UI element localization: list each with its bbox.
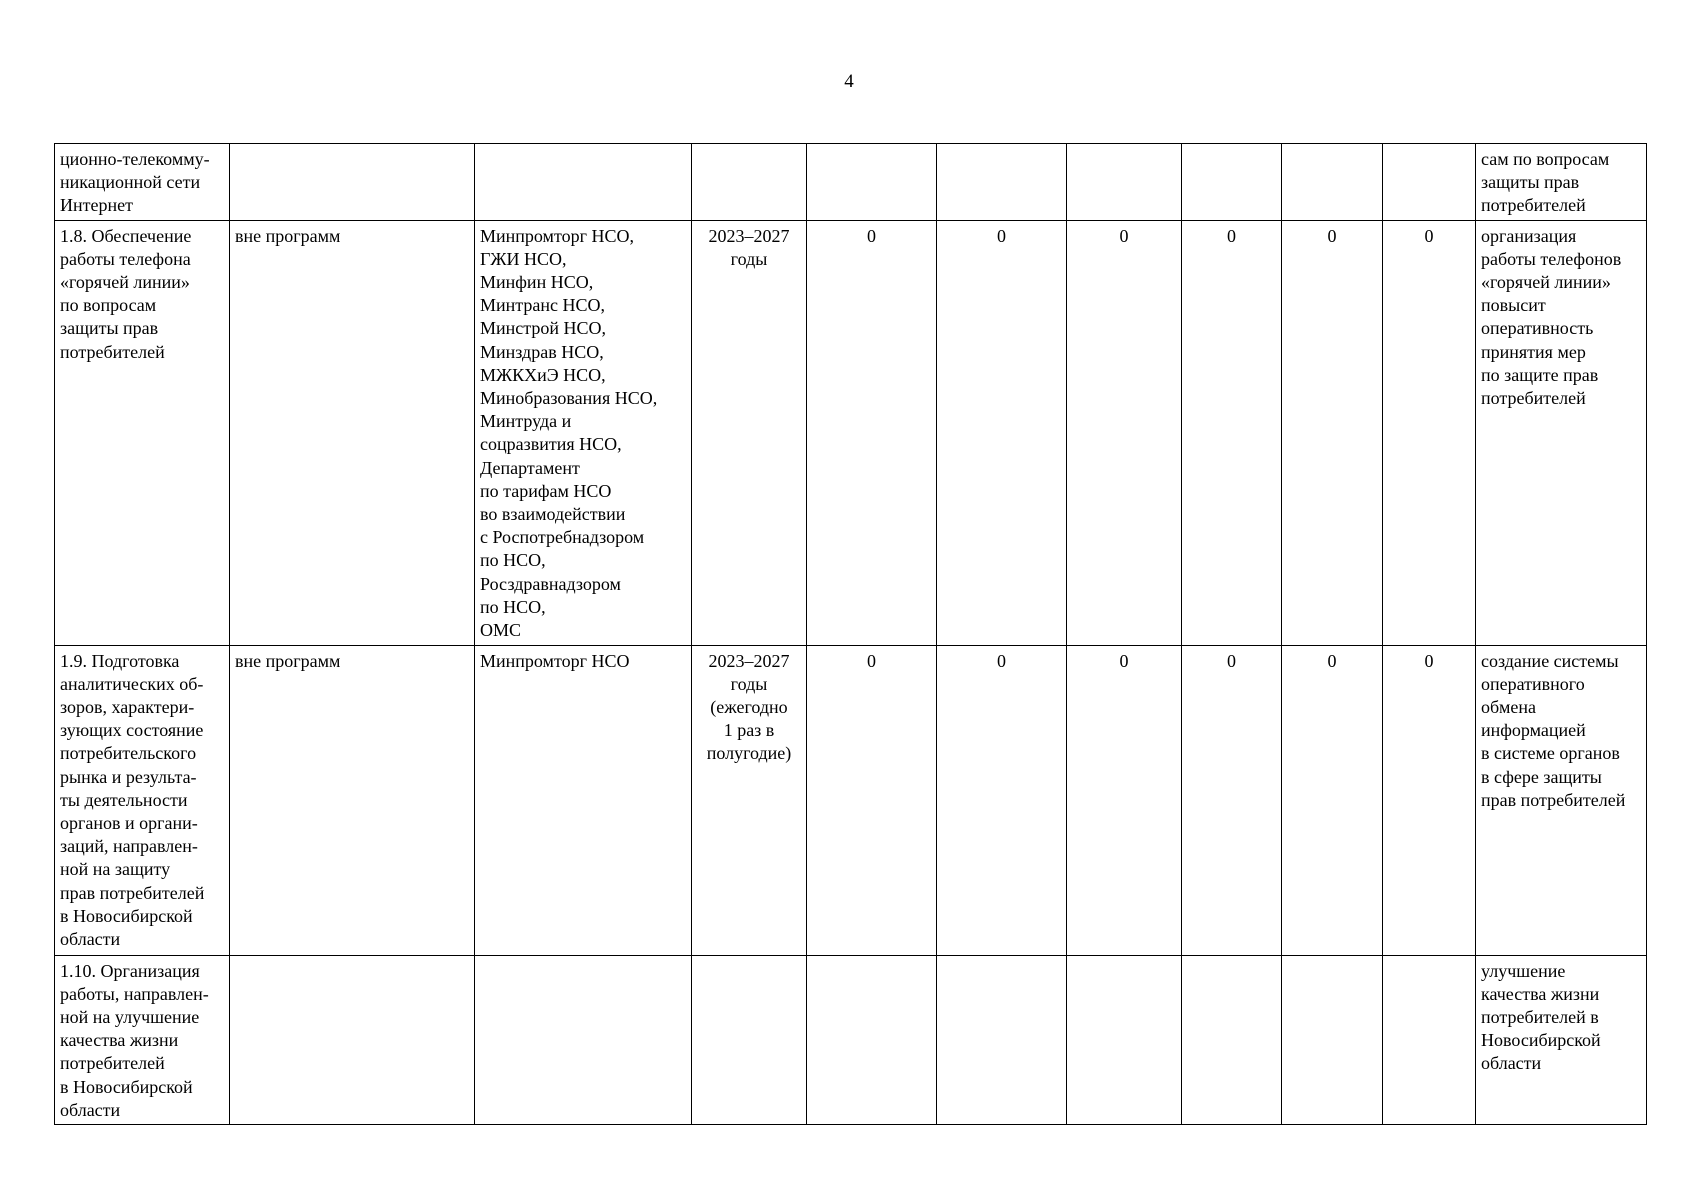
funding-source-cell: [230, 955, 475, 1124]
measure-name-cell: 1.10. Организация работы, направлен- ной на улучшение качества жизни потребителей в Новосибирской области: [55, 955, 230, 1124]
executors-cell: Минпромторг НСО, ГЖИ НСО, Минфин НСО, Минтранс НСО, Минстрой НСО, Минздрав НСО, МЖКХиЭ НСО, Минобразования НСО, Минтруда и соцразвития НСО, Департамент по тарифам НСО во взаимодействии с Роспотребнадзором по НСО, Росздравнадзором по НСО, ОМС: [475, 220, 692, 645]
value-cell-3: 0: [1067, 645, 1182, 955]
measures-table: [54, 143, 1647, 1125]
value-cell-2: 0: [937, 645, 1067, 955]
period-cell: [692, 955, 807, 1124]
expected-result-cell: сам по вопросам защиты прав потребителей: [1476, 144, 1647, 221]
value-cell-6: [1383, 955, 1476, 1124]
table-row: [55, 144, 1647, 221]
value-cell-6: 0: [1383, 220, 1476, 645]
expected-result-cell: улучшение качества жизни потребителей в Новосибирской области: [1476, 955, 1647, 1124]
value-cell-1: [807, 144, 937, 221]
value-cell-1: 0: [807, 220, 937, 645]
executors-cell: Минпромторг НСО: [475, 645, 692, 955]
table-row: [55, 220, 1647, 645]
value-cell-3: [1067, 144, 1182, 221]
value-cell-4: [1182, 144, 1282, 221]
measure-name-cell: 1.8. Обеспечение работы телефона «горячей линии» по вопросам защиты прав потребителей: [55, 220, 230, 645]
period-cell: [692, 144, 807, 221]
period-cell: 2023–2027 годы (ежегодно 1 раз в полугодие): [692, 645, 807, 955]
value-cell-2: [937, 955, 1067, 1124]
value-cell-5: [1282, 144, 1383, 221]
value-cell-3: [1067, 955, 1182, 1124]
value-cell-6: [1383, 144, 1476, 221]
value-cell-5: 0: [1282, 220, 1383, 645]
value-cell-6: 0: [1383, 645, 1476, 955]
page-number: 4: [844, 71, 854, 92]
funding-source-cell: [230, 144, 475, 221]
value-cell-2: 0: [937, 220, 1067, 645]
executors-cell: [475, 955, 692, 1124]
value-cell-1: 0: [807, 645, 937, 955]
value-cell-4: 0: [1182, 645, 1282, 955]
funding-source-cell: вне программ: [230, 220, 475, 645]
expected-result-cell: организация работы телефонов «горячей линии» повысит оперативность принятия мер по защите прав потребителей: [1476, 220, 1647, 645]
table-row: [55, 955, 1647, 1124]
value-cell-4: [1182, 955, 1282, 1124]
period-cell: 2023–2027 годы: [692, 220, 807, 645]
value-cell-4: 0: [1182, 220, 1282, 645]
value-cell-5: 0: [1282, 645, 1383, 955]
funding-source-cell: вне программ: [230, 645, 475, 955]
measure-name-cell: ционно-телекомму- никационной сети Интернет: [55, 144, 230, 221]
value-cell-5: [1282, 955, 1383, 1124]
expected-result-cell: создание системы оперативного обмена информацией в системе органов в сфере защиты прав потребителей: [1476, 645, 1647, 955]
value-cell-2: [937, 144, 1067, 221]
table-row: [55, 645, 1647, 955]
executors-cell: [475, 144, 692, 221]
value-cell-1: [807, 955, 937, 1124]
measure-name-cell: 1.9. Подготовка аналитических об- зоров, характери- зующих состояние потребительского рынка и результа- ты деятельности органов и органи- заций, направлен- ной на защиту прав потребителей в Новосибирской области: [55, 645, 230, 955]
value-cell-3: 0: [1067, 220, 1182, 645]
